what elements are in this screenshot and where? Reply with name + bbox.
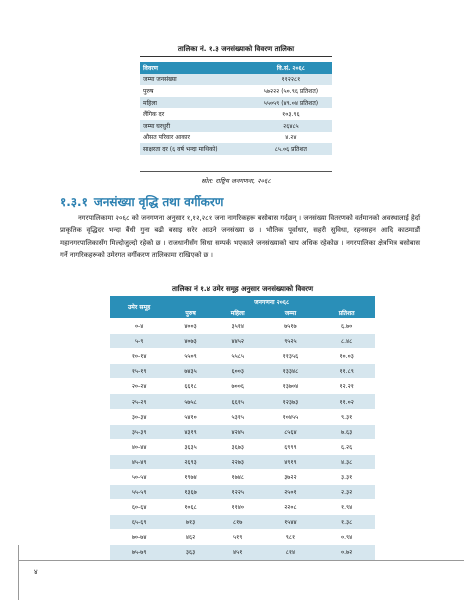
table2-subheader-total: जम्मा — [263, 307, 319, 319]
table2-cell-total: १०४५५ — [263, 409, 319, 424]
table1-bottom-rule — [140, 171, 332, 172]
age-group-table — [110, 296, 375, 560]
table2-cell-female: ४५१ — [213, 545, 263, 560]
table2-cell-male: १०६८ — [168, 500, 213, 515]
table1-header-row — [140, 62, 332, 74]
table2-cell-percent: ६.७० — [318, 319, 375, 334]
table1-cell-description: जम्मा जनसंख्या — [140, 74, 250, 86]
table2-cell-male: ७१३ — [168, 515, 213, 530]
table2-cell-percent: ३.३१ — [318, 469, 375, 484]
section-number: १.३.१ — [60, 195, 88, 209]
table2-cell-female: १२२५ — [213, 485, 263, 500]
table2-cell-age-group: ६०-६४ — [110, 500, 168, 515]
table2-cell-total: ८१४ — [263, 545, 319, 560]
table1-caption: तालिका नं. १.३ जनसंख्याको विवरण तालिका — [140, 45, 332, 57]
table2-cell-total: २५०१ — [263, 485, 319, 500]
table2-cell-female: १७४८ — [213, 469, 263, 484]
table2-cell-percent: ०.७२ — [318, 545, 375, 560]
table1-row — [140, 132, 332, 144]
table1-cell-value: ११२२८१ — [250, 74, 332, 86]
table2-row — [110, 530, 375, 545]
table2-row — [110, 319, 375, 334]
table2-row — [110, 379, 375, 394]
table2-cell-male: ४०७३ — [168, 334, 213, 349]
table2-cell-percent: ८.४८ — [318, 334, 375, 349]
table2-row — [110, 394, 375, 409]
table2-cell-total: ३७२२ — [263, 469, 319, 484]
table2-cell-female: ३६७३ — [213, 439, 263, 454]
table2-cell-total: १२३७३ — [263, 394, 319, 409]
table1-cell-value: १०३.९६ — [250, 108, 332, 120]
table2-row — [110, 439, 375, 454]
table2-cell-percent: ०.९४ — [318, 530, 375, 545]
table2-cell-female: ५५८५ — [213, 349, 263, 364]
table2-cell-age-group: २०-२४ — [110, 379, 168, 394]
table2-cell-male: ३६३ — [168, 545, 213, 560]
table1-header-description: विवरण — [140, 62, 250, 74]
table1-header-value: वि.सं. २०६८ — [250, 62, 332, 74]
table2-cell-male: २६९३ — [168, 454, 213, 469]
table2-cell-age-group: ३५-३९ — [110, 424, 168, 439]
table2-caption: तालिका नं १.४ उमेर समूह अनुसार जनसंख्याको विवरण — [171, 285, 314, 293]
table2-cell-percent: ११.८९ — [318, 364, 375, 379]
table2-cell-percent: १२.२१ — [318, 379, 375, 394]
table2-subheader-percent: प्रतिशत — [318, 307, 375, 319]
table2-cell-female: ३५१४ — [213, 319, 263, 334]
table2-cell-percent: १.३८ — [318, 515, 375, 530]
table2-row — [110, 485, 375, 500]
table1-cell-value: २६४८५ — [250, 120, 332, 132]
table2-cell-total: ४९१९ — [263, 454, 319, 469]
table2-cell-age-group: ४५-४९ — [110, 454, 168, 469]
table1-cell-description: साक्षरता दर (६ वर्ष भन्दा माथिको) — [140, 143, 250, 155]
table2-cell-male: ३६३५ — [168, 439, 213, 454]
table1-cell-description: पुरुष — [140, 85, 250, 97]
table2-row — [110, 500, 375, 515]
table2-cell-percent: २.३२ — [318, 485, 375, 500]
table2-cell-percent: ४.३८ — [318, 454, 375, 469]
table2-row — [110, 469, 375, 484]
table1-cell-value: ५५०५९ (४९.०४ प्रतिशत) — [250, 97, 332, 109]
table2-cell-male: १९७४ — [168, 469, 213, 484]
table2-cell-total: २२०८ — [263, 500, 319, 515]
table2-cell-female: ११४० — [213, 500, 263, 515]
table2-row — [110, 515, 375, 530]
table1-cell-description: लैंगिक दर — [140, 108, 250, 120]
table2-cell-age-group: ४०-४४ — [110, 439, 168, 454]
table2-row — [110, 424, 375, 439]
table1-cell-description: जम्मा घरधुरी — [140, 120, 250, 132]
table2-cell-percent: ११.०२ — [318, 394, 375, 409]
table2-cell-male: ५७५८ — [168, 394, 213, 409]
table2-header-age-group: उमेर समूह — [110, 296, 168, 319]
table1-cell-description: औसत परिवार आकार — [140, 132, 250, 144]
table2-cell-age-group: ५-९ — [110, 334, 168, 349]
table2-header-census: जनगणना २०६८ — [168, 296, 375, 307]
table2-cell-total: ७५१७ — [263, 319, 319, 334]
table2-subheader-male: पुरुष — [168, 307, 213, 319]
table2-cell-female: ८१७ — [213, 515, 263, 530]
table2-cell-male: १३६७ — [168, 485, 213, 500]
table1-source: स्रोत: राष्ट्रिय जनगणना, २०६८ — [201, 177, 271, 185]
table2-cell-total: ६९९९ — [263, 439, 319, 454]
table1-cell-value: ४.२४ — [250, 132, 332, 144]
table2-cell-female: २२७३ — [213, 454, 263, 469]
table2-cell-age-group: ६५-६९ — [110, 515, 168, 530]
table2-cell-male: ६६१८ — [168, 379, 213, 394]
table2-row — [110, 334, 375, 349]
table1-cell-value: ५७२२२ (५०.९६ प्रतिशत) — [250, 85, 332, 97]
table1-row — [140, 108, 332, 120]
table1-row — [140, 85, 332, 97]
table2-cell-total: ९५२५ — [263, 334, 319, 349]
table2-cell-female: ५१९ — [213, 530, 263, 545]
table2-cell-male: ७४३५ — [168, 364, 213, 379]
table1-row — [140, 97, 332, 109]
table2-cell-age-group: ०-४ — [110, 319, 168, 334]
table2-cell-age-group: ३०-३४ — [110, 409, 168, 424]
table2-cell-age-group: ७५-७९ — [110, 545, 168, 560]
section-paragraph: नगरपालिकामा २०६८ को जनगणना अनुसार १,१२,२८१ जना नागरिकहरू बसोबास गर्दछन् । जनसंख्या वितरणको वर्तमानको अवस्थालाई हेर्दा प्राकृतिक वृद्धिदर भन्दा बैंधी गुना बढी बसाइ सरेर आउने जनसंख्या छ । भौतिक पूर्वाधार, सहरी सुविधा, रहनसहन आदि काठमाडौं महानगरपालिकासँग मिल्दोजुल्दो रहेको छ । राजधानीसँग सिधा सम्पर्क भएकाले जनसंख्याको चाप अधिक रहेकोछ । नगरपालिका क्षेत्रभित्र बसोबास गर्ने नागरिकहरूको उमेरगत वर्गीकरण तालिकामा राखिएको छ । — [60, 214, 420, 259]
table2-cell-percent: ६.२६ — [318, 439, 375, 454]
table2-row — [110, 349, 375, 364]
table2-cell-total: ८५६४ — [263, 424, 319, 439]
table2-cell-female: ४४५२ — [213, 334, 263, 349]
table2-cell-male: ४६२ — [168, 530, 213, 545]
section-heading — [60, 193, 223, 210]
footer-margin-rule — [18, 545, 19, 600]
table2-cell-percent: १०.०३ — [318, 349, 375, 364]
table2-cell-total: ११३५६ — [263, 349, 319, 364]
table2-row — [110, 545, 375, 560]
table2-header-row — [110, 296, 375, 307]
table2-cell-total: १३७०४ — [263, 379, 319, 394]
table2-cell-percent: ९.३१ — [318, 409, 375, 424]
table2-cell-age-group: १५-१९ — [110, 364, 168, 379]
table2-cell-male: ५४१० — [168, 409, 213, 424]
table2-cell-female: ७००६ — [213, 379, 263, 394]
table2-cell-age-group: ५०-५४ — [110, 469, 168, 484]
table1-cell-value: ८५.०६ प्रतिशत — [250, 143, 332, 155]
table2-cell-percent: १.९४ — [318, 500, 375, 515]
table2-cell-male: ४००३ — [168, 319, 213, 334]
table2-cell-age-group: ७०-७४ — [110, 530, 168, 545]
page-number: ४ — [34, 568, 38, 576]
table2-cell-total: १५४४ — [263, 515, 319, 530]
table2-cell-age-group: १०-१४ — [110, 349, 168, 364]
population-details-table — [140, 62, 332, 155]
table2-cell-female: ६००३ — [213, 364, 263, 379]
table1-cell-description: महिला — [140, 97, 250, 109]
table1-row — [140, 120, 332, 132]
table2-cell-total: १३३४८ — [263, 364, 319, 379]
table2-subheader-female: महिला — [213, 307, 263, 319]
table1-row — [140, 143, 332, 155]
table2-cell-female: ४२४५ — [213, 424, 263, 439]
table2-cell-female: ६६१५ — [213, 394, 263, 409]
table2-cell-female: ५३१५ — [213, 409, 263, 424]
table2-cell-total: ९८१ — [263, 530, 319, 545]
table1-row — [140, 74, 332, 86]
table2-cell-percent: ७.६३ — [318, 424, 375, 439]
footer-rule — [18, 560, 464, 561]
table2-cell-age-group: ५५-५९ — [110, 485, 168, 500]
table2-cell-male: ५५०९ — [168, 349, 213, 364]
table2-cell-male: ४३१९ — [168, 424, 213, 439]
table2-row — [110, 454, 375, 469]
table2-row — [110, 409, 375, 424]
section-title: जनसंख्या वृद्धि तथा वर्गीकरण — [93, 195, 224, 209]
table2-row — [110, 364, 375, 379]
table2-cell-age-group: २५-२९ — [110, 394, 168, 409]
